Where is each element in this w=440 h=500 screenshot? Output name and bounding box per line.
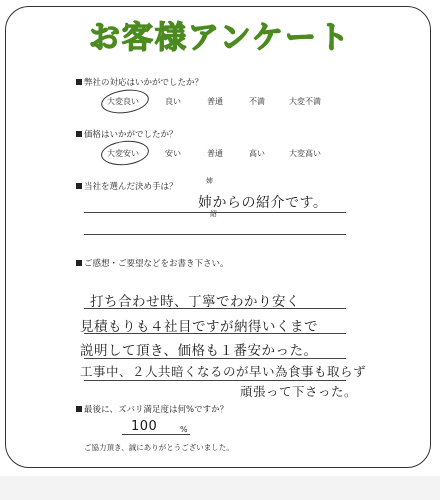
comment-rule-1 xyxy=(84,308,346,309)
bullet-square-icon xyxy=(76,79,82,85)
comment-line-1: 打ち合わせ時、丁寧でわかり安く xyxy=(90,294,300,310)
satisfaction-value: 100 xyxy=(131,419,158,434)
satisfaction-unit: % xyxy=(180,425,188,434)
comment-line-4: 工事中、２人共暗くなるのが早い為食事も取らず xyxy=(80,364,367,379)
comment-rule-3 xyxy=(84,358,346,359)
question-service-label: 弊社の対応はいかがでしたか？ xyxy=(84,78,204,88)
question-comments-label: ご感想・ご要望などをお書き下さい。 xyxy=(84,259,229,269)
question-price xyxy=(76,128,178,140)
bullet-square-icon xyxy=(76,183,82,189)
comment-line-3: 説明して頂き、価格も１番安かった。 xyxy=(80,343,318,359)
question-price-label: 価格はいかがでしたか？ xyxy=(84,130,178,140)
reason-correction-above: 姉 xyxy=(206,177,213,185)
page-bottom-strip xyxy=(0,476,440,500)
question-reason-label: 当社を選んだ決め手は？ xyxy=(84,182,178,192)
reason-line-1 xyxy=(84,212,346,213)
survey-card xyxy=(5,6,431,468)
bullet-square-icon xyxy=(76,406,82,412)
price-option-expensive[interactable]: 高い xyxy=(249,149,265,158)
service-options xyxy=(0,96,440,110)
comment-line-2: 見積もりも４社目ですが納得いくまで xyxy=(80,319,318,335)
comment-rule-4 xyxy=(84,380,346,381)
price-options xyxy=(0,148,440,162)
bullet-square-icon xyxy=(76,131,82,137)
service-option-good[interactable]: 良い xyxy=(165,97,181,106)
service-option-normal[interactable]: 普通 xyxy=(207,97,223,106)
service-option-very-dissatisfied[interactable]: 大変不満 xyxy=(289,97,321,106)
service-option-very-good[interactable]: 大変良い xyxy=(107,97,139,106)
reason-line-2 xyxy=(84,234,346,235)
bullet-square-icon xyxy=(76,260,82,266)
footer-thanks: ご協力頂き、誠にありがとうございました。 xyxy=(84,443,234,452)
comment-tail: 頑張って下さった。 xyxy=(240,384,358,399)
survey-title: お客様アンケート xyxy=(88,20,352,56)
price-option-normal[interactable]: 普通 xyxy=(207,149,223,158)
question-comments xyxy=(76,257,229,269)
price-option-very-expensive[interactable]: 大変高い xyxy=(289,149,321,158)
question-service xyxy=(76,76,203,88)
price-option-cheap[interactable]: 安い xyxy=(165,149,181,158)
question-reason xyxy=(76,180,178,192)
reason-answer: 姉からの紹介です。 xyxy=(198,195,328,211)
comment-rule-2 xyxy=(84,333,346,334)
question-satisfaction-label: 最後に、ズバリ満足度は何%ですか？ xyxy=(84,405,229,415)
satisfaction-line xyxy=(122,434,190,435)
question-satisfaction xyxy=(76,403,228,415)
service-option-dissatisfied[interactable]: 不満 xyxy=(249,97,265,106)
reason-correction-below: 紹 xyxy=(210,210,217,218)
price-option-very-cheap[interactable]: 大変安い xyxy=(107,149,139,158)
